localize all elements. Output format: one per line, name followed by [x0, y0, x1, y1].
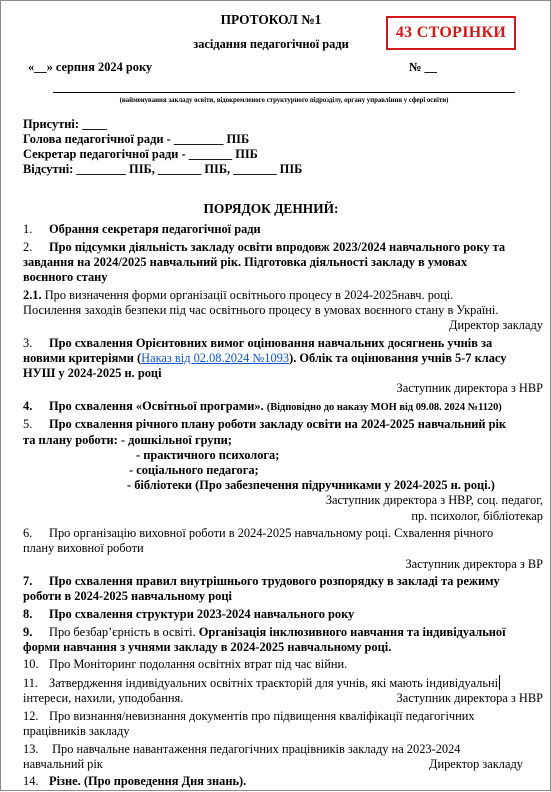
- agenda-item-1: 1. Обрання секретаря педагогічної ради: [23, 222, 261, 236]
- agenda-item-11: 11. Затвердження індивідуальних освітніх траєкторій для учнів, які мають індивідуальні інтереси, нахили, уподобання. Заступник директора з НВР: [23, 675, 543, 706]
- absent-line: Відсутні: ________ ПІБ, _______ ПІБ, _______ ПІБ: [23, 162, 303, 176]
- protocol-number: № __: [409, 60, 437, 74]
- institution-caption: (найменування закладу освіти, відокремленого структурного підрозділу, органу управління у сфері освіти): [119, 97, 449, 104]
- present-line: Присутні: ____: [23, 117, 107, 131]
- secretary-line: Секретар педагогічної ради - _______ ПІБ: [23, 147, 258, 161]
- protocol-subtitle: засідання педагогічної ради: [193, 37, 349, 51]
- agenda-item-6: 6. Про організацію виховної роботи в 2024-2025 навчальному році. Схвалення річного плану виховної роботи Заступник директора з ВР: [23, 526, 543, 571]
- agenda-item-13: 13. Про навчальне навантаження педагогічних працівників закладу на 2023-2024 навчальний рік Директор закладу: [23, 742, 543, 772]
- agenda-item-2-1: 2.1. Про визначення форми організації освітнього процесу в 2024-2025навч. році. Посилення заходів безпеки під час освітнього процесу в умовах воєнного стану в Україні. Директор закладу: [23, 287, 543, 332]
- responsible-director: Директор закладу: [449, 318, 543, 332]
- responsible-director-2: Директор закладу: [429, 756, 523, 771]
- responsible-deputy-vr: Заступник директора з ВР: [405, 556, 543, 571]
- agenda-item-8: 8. Про схвалення структури 2023-2024 навчального року: [23, 607, 355, 621]
- pages-stamp: 43 СТОРІНКИ: [386, 16, 516, 50]
- protocol-title: ПРОТОКОЛ №1: [220, 12, 322, 27]
- agenda-item-3: 3. Про схвалення Орієнтовних вимог оцінювання навчальних досягнень учнів за новими критеріями (Наказ від 02.08.2024 №1093). Облік та оцінювання учнів 5-7 класу НУШ у 2024-2025 н. році Заступник директора з НВР: [23, 335, 543, 396]
- agenda-item-10: 10. Про Моніторинг подолання освітніх втрат під час війни.: [23, 657, 348, 672]
- responsible-staff: Заступник директора з НВР, соц. педагог,: [325, 493, 543, 508]
- agenda-item-2: 2. Про підсумки діяльність закладу освіти впродовж 2023/2024 навчального року та завдання на 2024/2025 навчальний рік. Підготовка діяльності закладу в умовах воєнного стану: [23, 239, 506, 284]
- agenda-item-7: 7. Про схвалення правил внутрішнього трудового розпорядку в закладі та режиму роботи в 2024-2025 навчальному році: [23, 574, 500, 604]
- text-cursor: [499, 675, 500, 690]
- agenda-item-12: 12. Про визнання/невизнання документів про підвищення кваліфікації педагогічних працівників закладу: [23, 708, 475, 738]
- agenda-item-5: 5. Про схвалення річного плану роботи закладу освіти на 2024-2025 навчальний рік та плану роботи: - дошкільної групи; - практичного психолога; - соціального педагога; - бібліотеки (Про забезпечення підручниками у 2024-2025 н. році.) Заступник директора з НВР, соц. педагог, пр. психолог, бібліотекар: [23, 417, 543, 523]
- protocol-date: «__» серпня 2024 року: [28, 60, 153, 74]
- agenda-list: [23, 222, 543, 792]
- order-1093-link[interactable]: Наказ від 02.08.2024 №1093: [141, 350, 290, 365]
- responsible-deputy: Заступник директора з НВР: [396, 381, 543, 396]
- responsible-deputy-2: Заступник директора з НВР: [396, 691, 543, 706]
- agenda-item-14: 14. Різне. (Про проведення Дня знань).: [23, 774, 247, 789]
- agenda-item-9: 9. Про безбар’єрність в освіті. Організація інклюзивного навчання та індивідуальної форми навчання з учнями закладу в 2024-2025 навчальному році.: [23, 624, 506, 654]
- agenda-heading: ПОРЯДОК ДЕННИЙ:: [203, 201, 339, 216]
- chair-line: Голова педагогічної ради - ________ ПІБ: [23, 132, 250, 146]
- agenda-item-4: 4. Про схвалення «Освітньої програми». (Відповідно до наказу МОН від 09.08. 2024 №1120): [23, 398, 502, 413]
- institution-line: [53, 92, 515, 93]
